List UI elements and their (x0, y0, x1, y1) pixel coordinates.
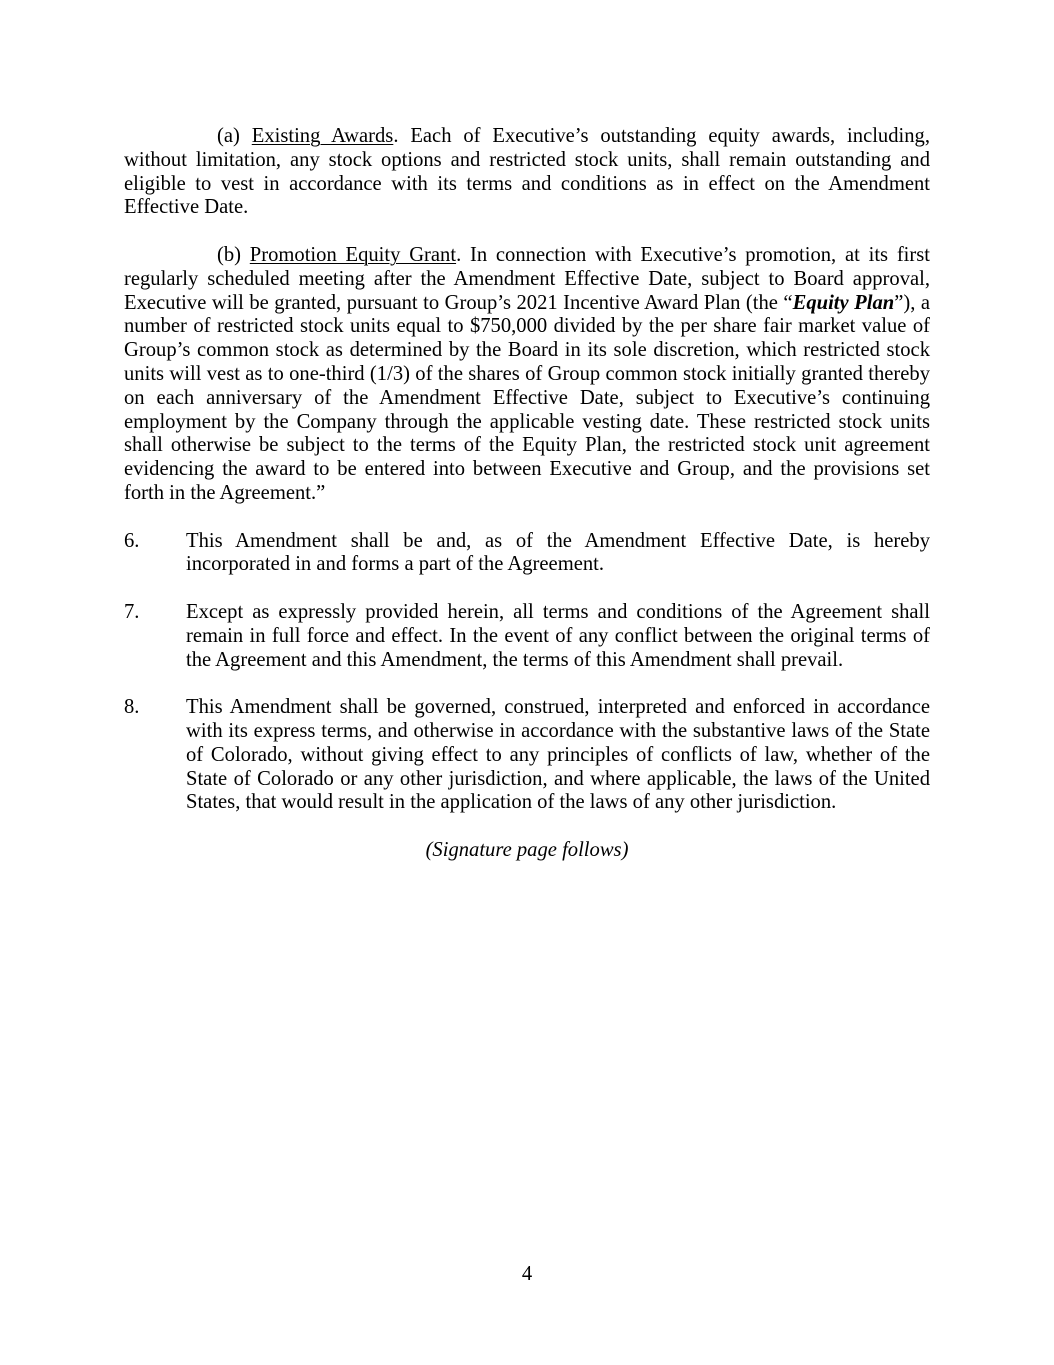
item-text: This Amendment shall be governed, construed, interpreted and enforced in accordance with its express terms, and otherwise in accordance with the substantive laws of the State of Colorado, without giving effect to any principles of conflicts of law, whether of the State of Colorado or any other jurisdiction, and where applicable, the laws of the United States, that would result in the application of the laws of any other jurisdiction. (186, 696, 930, 814)
item-number: 8. (124, 696, 140, 719)
defined-term: Equity Plan (792, 291, 895, 314)
document-body (124, 125, 930, 863)
page-number: 4 (521, 1263, 533, 1285)
paragraph-label: (b) (217, 243, 250, 266)
paragraph-promotion-equity-grant (124, 244, 930, 506)
numbered-item-8 (124, 696, 930, 815)
numbered-item-6 (124, 530, 930, 578)
item-number: 6. (124, 529, 140, 552)
item-text: This Amendment shall be and, as of the Amendment Effective Date, is hereby incorporated in and forms a part of the Agreement. (186, 529, 930, 576)
paragraph-text: . In connection with Executive’s promotion, at its first regularly scheduled meeting after the Amendment Effective Date, subject to Board approval, Executive will be granted, pursuant to Group’s 2021 Incentive Award Plan (the “ (124, 243, 930, 314)
item-number: 7. (124, 600, 140, 623)
paragraph-text: ”), a number of restricted stock units equal to $750,000 divided by the per share fair market value of Group’s common stock as determined by the Board in its sole discretion, which restricted stock units will vest as to one-third (1/3) of the shares of Group common stock initially granted thereby on each anniversary of the Amendment Effective Date, subject to Executive’s continuing employment by the Company through the applicable vesting date. These restricted stock units shall otherwise be subject to the terms of the Equity Plan, the restricted stock unit agreement evidencing the award to be entered into between Executive and Group, and the provisions set forth in the Agreement.” (124, 291, 930, 504)
signature-page-note: (Signature page follows) (425, 838, 629, 861)
paragraph-existing-awards (124, 125, 930, 220)
paragraph-heading: Existing Awards (251, 125, 394, 147)
item-text: Except as expressly provided herein, all terms and conditions of the Agreement shall remain in full force and effect. In the event of any conflict between the original terms of the Agreement and this Amendment, the terms of this Amendment shall prevail. (186, 600, 930, 671)
paragraph-text: . Each of Executive’s outstanding equity awards, including, without limitation, any stock options and restricted stock units, shall remain outstanding and eligible to vest in accordance with its terms and conditions as in effect on the Amendment Effective Date. (124, 125, 930, 219)
paragraph-label: (a) (217, 125, 252, 147)
paragraph-heading: Promotion Equity Grant (249, 243, 457, 266)
numbered-item-7 (124, 601, 930, 672)
